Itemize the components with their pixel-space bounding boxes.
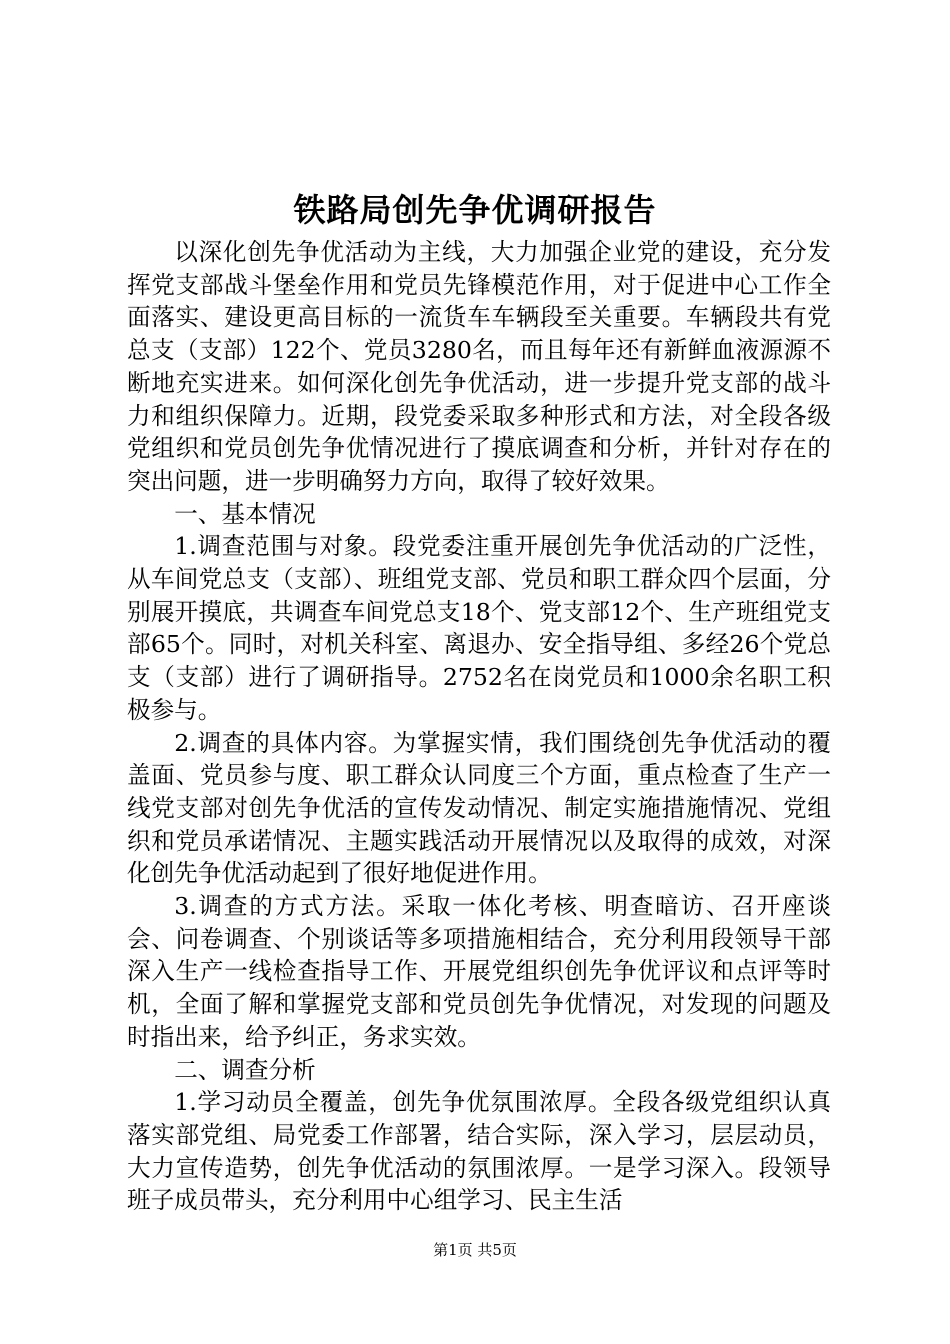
section-heading-basic-situation: 一、基本情况 — [174, 499, 316, 528]
paragraph-survey-methods: 3.调查的方式方法。采取一体化考核、明查暗访、召开座谈会、问卷调查、个别谈话等多项措施相结合，充分利用段领导干部深入生产一线检查指导工作、开展党组织创先争优评议和点评等时机，全面了解和掌握党支部和党员创先争优情况，对发现的问题及时指出来，给予纠正，务求实效。 — [127, 892, 831, 1051]
document-title: 铁路局创先争优调研报告 — [293, 191, 657, 229]
paragraph-survey-content: 2.调查的具体内容。为掌握实情，我们围绕创先争优活动的覆盖面、党员参与度、职工群众认同度三个方面，重点检查了生产一线党支部对创先争优活的宣传发动情况、制定实施措施情况、党组织和党员承诺情况、主题实践活动开展情况以及取得的成效，对深化创先争优活动起到了很好地促进作用。 — [127, 728, 831, 888]
paragraph-survey-scope: 1.调查范围与对象。段党委注重开展创先争优活动的广泛性，从车间党总支（支部）、班组党支部、党员和职工群众四个层面，分别展开摸底，共调查车间党总支18个、党支部12个、生产班组党支部65个。同时，对机关科室、离退办、安全指导组、多经26个党总支（支部）进行了调研指导。2752名在岗党员和1000余名职工积极参与。 — [127, 532, 831, 724]
document-body — [127, 236, 831, 1217]
paragraph-learning-mobilization: 1.学习动员全覆盖，创先争优氛围浓厚。全段各级党组织认真落实部党组、局党委工作部署，结合实际，深入学习，层层动员，大力宣传造势，创先争优活动的氛围浓厚。一是学习深入。段领导班子成员带头，充分利用中心组学习、民主生活 — [127, 1088, 831, 1215]
section-heading-analysis: 二、调查分析 — [174, 1055, 316, 1084]
page-footer: 第1页 共5页 — [433, 1241, 517, 1259]
paragraph-intro: 以深化创先争优活动为主线，大力加强企业党的建设，充分发挥党支部战斗堡垒作用和党员先锋模范作用，对于促进中心工作全面落实、建设更高目标的一流货车车辆段至关重要。车辆段共有党总支（支部）122个、党员3280名，而且每年还有新鲜血液源源不断地充实进来。如何深化创先争优活动，进一步提升党支部的战斗力和组织保障力。近期，段党委采取多种形式和方法，对全段各级党组织和党员创先争优情况进行了摸底调查和分析，并针对存在的突出问题，进一步明确努力方向，取得了较好效果。 — [127, 238, 831, 495]
